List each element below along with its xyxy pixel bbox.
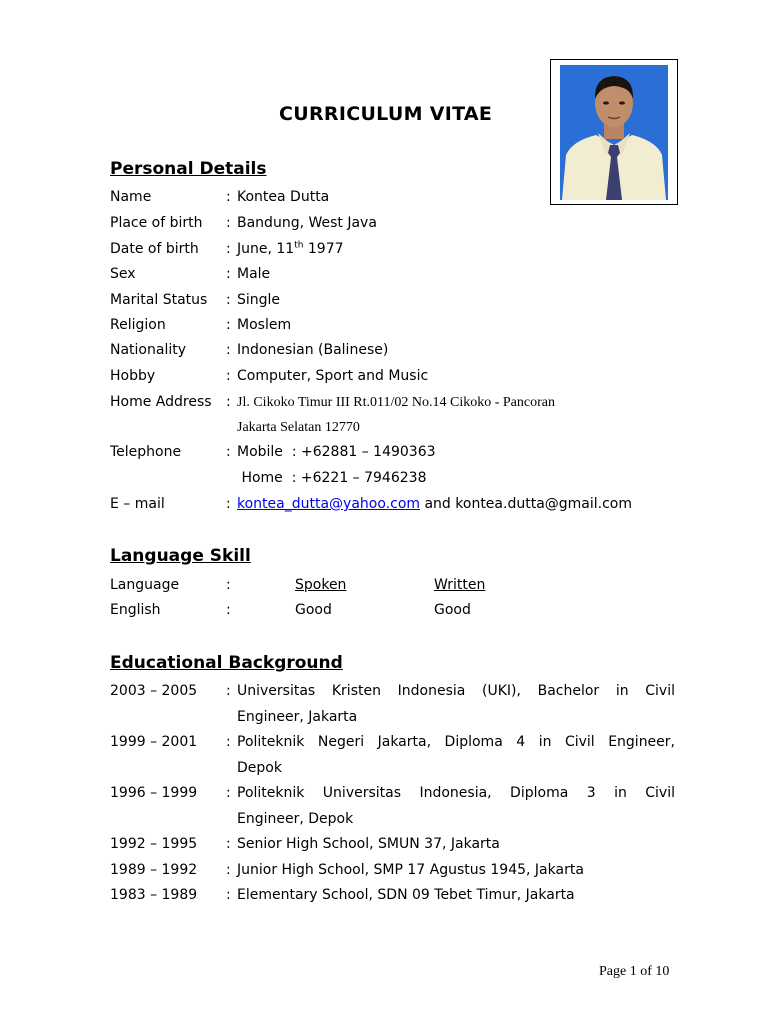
education-period: 2003 – 2005 — [110, 683, 198, 699]
language-header-written: Written — [434, 577, 486, 593]
label-place-of-birth: Place of birth — [110, 215, 203, 231]
label-email: E – mail — [110, 496, 165, 512]
value-nationality: Indonesian (Balinese) — [237, 342, 389, 358]
colon: : — [226, 342, 231, 358]
label-nationality: Nationality — [110, 342, 187, 358]
education-line2: Engineer, Depok — [237, 811, 354, 827]
value-home-address-line1: Jl. Cikoko Timur III Rt.011/02 No.14 Cikoko - Pancoran — [237, 395, 555, 410]
colon: : — [226, 394, 231, 410]
education-line2: Depok — [237, 760, 282, 776]
education-period: 1999 – 2001 — [110, 734, 198, 750]
education-period: 1996 – 1999 — [110, 785, 198, 801]
profile-photo-frame — [550, 59, 678, 205]
label-home-address: Home Address — [110, 394, 212, 410]
colon: : — [226, 241, 231, 257]
dob-superscript: th — [294, 240, 304, 251]
value-name: Kontea Dutta — [237, 189, 330, 205]
value-telephone-mobile: Mobile : +62881 – 1490363 — [237, 444, 436, 460]
education-period: 1983 – 1989 — [110, 887, 198, 903]
label-telephone: Telephone — [110, 444, 182, 460]
colon: : — [226, 734, 231, 750]
value-religion: Moslem — [237, 317, 292, 333]
document-title: CURRICULUM VITAE — [279, 103, 493, 125]
colon: : — [226, 189, 231, 205]
education-period: 1992 – 1995 — [110, 836, 198, 852]
language-header-label: Language — [110, 577, 180, 593]
colon: : — [226, 683, 231, 699]
value-marital-status: Single — [237, 292, 281, 308]
colon: : — [226, 215, 231, 231]
value-date-of-birth — [237, 241, 344, 257]
education-line2: Engineer, Jakarta — [237, 709, 358, 725]
language-skill-heading: Language Skill — [110, 546, 251, 566]
education-line1: Junior High School, SMP 17 Agustus 1945, Jakarta — [237, 862, 584, 878]
colon: : — [226, 317, 231, 333]
value-sex: Male — [237, 266, 271, 282]
language-row-spoken: Good — [295, 602, 332, 618]
education-heading: Educational Background — [110, 653, 343, 673]
colon: : — [226, 785, 231, 801]
label-hobby: Hobby — [110, 368, 156, 384]
education-line1: Politeknik Negeri Jakarta, Diploma 4 in Civil Engineer, — [237, 734, 675, 750]
value-place-of-birth: Bandung, West Java — [237, 215, 377, 231]
colon: : — [226, 444, 231, 460]
education-line1: Universitas Kristen Indonesia (UKI), Bachelor in Civil — [237, 683, 675, 699]
colon: : — [226, 836, 231, 852]
page-number: Page 1 of 10 — [599, 964, 670, 979]
colon: : — [226, 266, 231, 282]
email-secondary: and kontea.dutta@gmail.com — [420, 496, 632, 512]
colon: : — [226, 577, 231, 593]
label-name: Name — [110, 189, 152, 205]
dob-year: 1977 — [303, 241, 344, 257]
colon: : — [226, 496, 231, 512]
dob-main: June, 11 — [237, 241, 295, 257]
value-telephone-home: Home : +6221 – 7946238 — [237, 470, 427, 486]
label-date-of-birth: Date of birth — [110, 241, 199, 257]
colon: : — [226, 602, 231, 618]
language-row-written: Good — [434, 602, 471, 618]
personal-details-heading: Personal Details — [110, 159, 267, 179]
person-portrait-icon — [560, 65, 668, 200]
value-hobby: Computer, Sport and Music — [237, 368, 429, 384]
language-row-label: English — [110, 602, 161, 618]
education-period: 1989 – 1992 — [110, 862, 198, 878]
profile-photo — [560, 65, 668, 200]
colon: : — [226, 862, 231, 878]
language-header-spoken: Spoken — [295, 577, 347, 593]
label-sex: Sex — [110, 266, 136, 282]
value-home-address-line2: Jakarta Selatan 12770 — [237, 420, 360, 435]
colon: : — [226, 368, 231, 384]
value-email — [237, 496, 632, 512]
label-marital-status: Marital Status — [110, 292, 208, 308]
label-religion: Religion — [110, 317, 166, 333]
colon: : — [226, 292, 231, 308]
education-line1: Elementary School, SDN 09 Tebet Timur, Jakarta — [237, 887, 575, 903]
education-line1: Senior High School, SMUN 37, Jakarta — [237, 836, 500, 852]
education-line1: Politeknik Universitas Indonesia, Diploma 3 in Civil — [237, 785, 675, 801]
colon: : — [226, 887, 231, 903]
email-link[interactable]: kontea_dutta@yahoo.com — [237, 496, 421, 512]
